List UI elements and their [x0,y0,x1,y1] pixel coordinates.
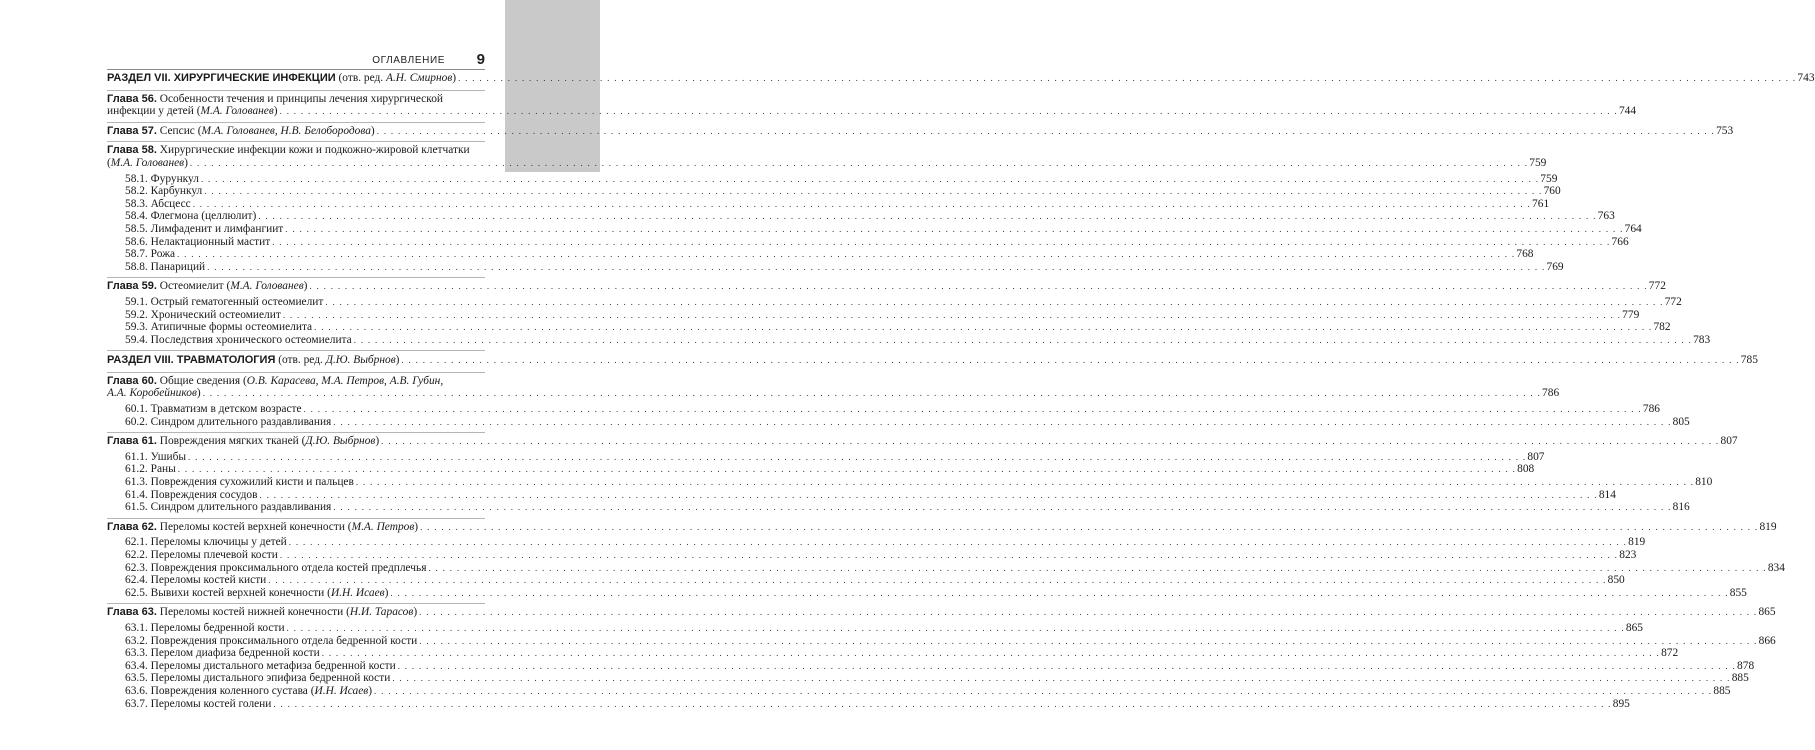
subsection-text: ) [368,684,373,697]
leader-dots [272,236,1610,249]
leader-dots [304,403,1642,416]
chapter-59-entry[interactable]: Глава 59. Остеомиелит (М.А. Голованев) . . . 772 [107,280,485,293]
leader-dots [283,309,1621,322]
chapter-label: Глава 61. [107,435,157,448]
chapter-58-block [107,141,1642,273]
chapter-authors: М.А. Голованев [200,105,274,118]
section-7-block [107,71,1815,86]
leader-dots [381,435,1719,448]
subsection-text: 58.3. [125,197,148,210]
leader-dots [273,698,1611,711]
page-ref: 782 [1653,321,1671,334]
subsection-text: Вывихи костей верхней конечности [150,586,325,599]
subsection-text: 59.4. [125,333,148,346]
leader-dots [259,489,1597,502]
subsection-text: Панариций [150,260,206,273]
chapter-authors: М.А. Петров [351,520,415,533]
subsection-entry[interactable] [107,684,1731,698]
page-ref: 779 [1622,308,1640,321]
subsection-text: 61.5. [125,501,148,514]
subsection-text: 58.6. [125,235,148,248]
subsection-text: 63.2. [125,634,148,647]
subsection-text: 61.2. [125,463,148,476]
subsection-text: Хронический остеомиелит [150,308,281,321]
chapter-62-entry[interactable]: Глава 62. Переломы костей верхней конечности (М.А. Петров) . . . 819 [107,521,485,534]
subsection-text: Повреждения проксимального отдела костей предплечья [150,561,427,574]
subsection-text: Последствия хронического остеомиелита [150,333,352,346]
subsection-text: 63.5. [125,672,148,685]
chapter-authors: Н.И. Тарасов [349,606,414,619]
subsection-text: 58.5. [125,222,148,235]
subsection-text: 58.1. [125,172,148,185]
leader-dots [177,248,1515,261]
chapter-authors: А.А. Коробейников [107,387,197,400]
subsection-text: 62.2. [125,549,148,561]
subsection-entry[interactable] [107,586,1747,600]
leader-dots [333,501,1671,514]
subsection-text: ( [307,684,315,697]
page-edge-tab [505,0,600,172]
running-header [0,52,485,68]
page-ref: 823 [1619,549,1637,561]
running-header-title: ОГЛАВЛЕНИЕ [372,55,445,66]
subsection-text: 61.3. [125,476,148,489]
chapter-57-entry[interactable]: Глава 57. Сепсис (М.А. Голованев, Н.В. Белобородова) . . . 753 [107,125,485,138]
page-ref: 772 [1648,280,1666,293]
page-ref: 772 [1664,295,1682,308]
chapter-63-block [107,603,1776,710]
subsection-entry[interactable] [107,501,1690,514]
leader-dots [401,354,1739,367]
subsection-text: Карбункул [150,185,203,198]
chapter-label: Глава 56. [107,92,157,105]
subsection-entry[interactable] [107,197,1550,211]
chapter-56-entry[interactable]: инфекции у детей (М.А. Голованев) . . . 744 [107,105,485,118]
leader-dots [390,587,1728,600]
subsection-entry[interactable] [107,634,1776,648]
subsection-entry[interactable] [107,672,1749,685]
leader-dots [428,562,1766,575]
subsection-text: 59.3. [125,321,148,334]
leader-dots [419,635,1757,648]
section-editor: А.Н. Смирнов [385,72,453,84]
subsection-text: Лимфаденит и лимфангиит [150,222,284,235]
subsection-text: 60.2. [125,415,148,428]
leader-dots [287,622,1625,635]
chapter-label: Глава 60. [107,374,157,387]
subsection-text: 61.1. [125,450,148,463]
subsection-text: Повреждения сухожилий кисти и пальцев [150,476,354,489]
chapter-authors: Д.Ю. Выбрнов [305,435,376,448]
chapter-authors: М.А. Голованев [110,156,185,169]
subsection-text: Переломы плечевой кости [150,549,278,561]
subsection-text: Раны [150,463,176,476]
subsection-entry[interactable] [107,697,1630,711]
chapter-62-block [107,518,1785,600]
subsection-authors: И.Н. Исаев [314,684,369,697]
subsection-text: 62.5. [125,586,148,599]
page-ref: 850 [1607,574,1625,587]
subsection-authors: И.Н. Исаев [330,586,385,599]
page-ref: 834 [1767,561,1785,574]
leader-dots [420,521,1758,534]
subsection-text: Рожа [150,248,176,261]
subsection-entry[interactable] [107,333,1711,347]
subsection-text: 63.1. [125,621,148,634]
chapter-authors: О.В. Карасева, М.А. Петров, А.В. Губин, [246,374,444,387]
page-ref: 872 [1661,647,1679,660]
subsection-text: Острый гематогенный остеомиелит [150,295,324,308]
subsection-text: 60.1. [125,403,148,416]
page-ref: 878 [1737,659,1755,672]
leader-dots [193,198,1531,211]
chapter-60-entry[interactable]: А.А. Коробейников) . . . 786 [107,387,485,400]
leader-dots [392,672,1730,685]
chapter-label: Глава 58. [107,144,157,157]
subsection-entry[interactable] [107,222,1642,236]
table-of-contents [107,71,1815,710]
page-ref: 764 [1624,222,1642,235]
chapter-61-block [107,432,1738,514]
subsection-entry[interactable] [107,536,1646,549]
subsection-text: Абсцесс [150,197,191,210]
page-ref: 819 [1628,536,1646,549]
subsection-entry[interactable] [107,647,1679,660]
leader-dots [204,185,1542,198]
page-ref: 786 [1542,387,1560,400]
page-ref: 865 [1758,606,1776,619]
leader-dots [354,334,1692,347]
leader-dots [258,210,1596,223]
page-ref: 759 [1529,156,1547,169]
subsection-text: 59.1. [125,295,148,308]
subsection-text: 63.3. [125,647,148,660]
chapter-63-entry[interactable]: Глава 63. Переломы костей нижней конечности (Н.И. Тарасов) . . . 865 [107,606,485,619]
chapter-61-entry[interactable]: Глава 61. Повреждения мягких тканей (Д.Ю. Выбрнов) . . . 807 [107,435,485,448]
subsection-text: Атипичные формы остеомиелита [150,321,313,334]
subsection-entry[interactable] [107,172,1558,186]
subsection-text: Фурункул [150,172,199,185]
subsection-text: 58.4. [125,210,148,223]
subsection-text: Травматизм в детском возрасте [150,403,302,416]
chapter-60-block [107,372,1690,428]
chapter-58-entry[interactable]: (М.А. Голованев) . . . 759 [107,157,485,170]
chapter-58-title-line[interactable]: Глава 58. Хирургические инфекции кожи и подкожно-жировой клетчатки [107,144,470,157]
chapter-60-title-line[interactable]: Глава 60. Общие сведения (О.В. Карасева, М.А. Петров, А.В. Губин, [107,374,444,387]
subsection-text: 61.4. [125,488,148,501]
subsection-text: Повреждения коленного сустава [150,684,308,697]
subsection-entry[interactable] [107,321,1671,334]
leader-dots [190,157,1528,170]
subsection-text: 62.3. [125,561,148,574]
subsection-text: Повреждения сосудов [150,488,258,501]
subsection-entry[interactable] [107,450,1545,464]
subsection-entry[interactable] [107,235,1629,249]
leader-dots [203,387,1541,400]
subsection-text: Переломы костей кисти [150,574,267,587]
chapter-56-title-line[interactable]: Глава 56. Особенности течения и принципы лечения хирургической [107,92,443,105]
subsection-entry[interactable] [107,403,1660,416]
subsection-text: 63.6. [125,684,148,697]
leader-dots [280,105,1618,118]
page-ref: 805 [1672,415,1690,428]
page-ref: 759 [1540,172,1558,185]
subsection-entry[interactable] [107,621,1643,635]
page-ref: 807 [1527,450,1545,463]
page-ref: 816 [1672,501,1690,514]
page-ref: 744 [1618,105,1637,118]
subsection-text: Флегмона (целлюлит) [150,210,257,223]
section-editor: Д.Ю. Выбрнов [325,354,396,367]
subsection-entry[interactable] [107,308,1640,322]
subsection-entry[interactable] [107,463,1535,476]
section-7-heading[interactable]: РАЗДЕЛ VII. ХИРУРГИЧЕСКИЕ ИНФЕКЦИИ (отв. ред. А.Н. Смирнов) . . . 743 [107,71,485,86]
subsection-entry[interactable] [107,185,1561,198]
subsection-text: Переломы костей голени [150,697,272,710]
page-ref: 760 [1543,185,1561,198]
subsection-text: 63.4. [125,659,148,672]
page-ref: 865 [1625,621,1643,634]
page-ref: 866 [1758,634,1776,647]
page-ref: 761 [1532,197,1550,210]
chapter-label: Глава 63. [107,606,157,619]
leader-dots [374,685,1712,698]
leader-dots [398,660,1736,673]
subsection-text: 63.7. [125,697,148,710]
subsection-text: Переломы дистального эпифиза бедренной кости [150,672,391,685]
subsection-entry[interactable] [107,476,1713,489]
subsection-text: Переломы ключицы у детей [150,536,287,549]
page-ref: 743 [1797,72,1815,84]
page-ref: 786 [1642,403,1660,416]
subsection-text: 62.4. [125,574,148,587]
page-ref: 814 [1598,488,1616,501]
subsection-text: Ушибы [150,450,187,463]
chapter-59-block [107,277,1711,346]
section-title: РАЗДЕЛ VII. ХИРУРГИЧЕСКИЕ ИНФЕКЦИИ [107,72,336,84]
page-ref: 768 [1516,248,1534,261]
subsection-text: Синдром длительного раздавливания [150,501,332,514]
page-ref: 885 [1713,684,1731,697]
page-ref: 753 [1716,124,1734,137]
subsection-entry[interactable] [107,260,1564,274]
subsection-entry[interactable] [107,549,1637,562]
page-ref: 763 [1597,210,1615,223]
leader-dots [201,173,1539,186]
page-ref: 855 [1729,586,1747,599]
subsection-text: Переломы бедренной кости [150,621,285,634]
leader-dots [325,296,1663,309]
chapter-label: Глава 57. [107,124,157,137]
chapter-authors: М.А. Голованев, Н.В. Белобородова [201,124,371,137]
leader-dots [285,223,1623,236]
subsection-entry[interactable] [107,248,1534,261]
leader-dots [419,606,1757,619]
leader-dots [188,451,1526,464]
subsection-entry[interactable] [107,210,1615,223]
subsection-entry[interactable] [107,415,1690,429]
subsection-entry[interactable] [107,488,1616,502]
page-ref: 785 [1740,354,1758,367]
section-8-block [107,350,1758,368]
subsection-entry[interactable] [107,561,1785,575]
subsection-text: 58.7. [125,248,148,261]
leader-dots [322,647,1660,660]
page-ref: 807 [1720,435,1738,448]
page-ref: 808 [1517,463,1535,476]
chapter-label: Глава 62. [107,520,157,533]
subsection-entry[interactable] [107,574,1625,587]
subsection-text: Переломы дистального метафиза бедренной кости [150,659,396,672]
chapter-56-block [107,90,1637,118]
leader-dots [280,549,1618,562]
subsection-text: Синдром длительного раздавливания [150,415,332,428]
page-ref: 810 [1695,476,1713,489]
page-ref: 783 [1693,333,1711,346]
subsection-text: 58.8. [125,260,148,273]
leader-dots [268,574,1606,587]
leader-dots [356,476,1694,489]
leader-dots [309,280,1647,293]
subsection-text: Перелом диафиза бедренной кости [150,647,320,660]
page-ref: 895 [1612,697,1630,710]
leader-dots [178,463,1516,476]
chapter-authors: М.А. Голованев [230,280,304,293]
header-rule [107,69,485,70]
leader-dots [377,125,1715,138]
section-8-heading[interactable]: РАЗДЕЛ VIII. ТРАВМАТОЛОГИЯ (отв. ред. Д.Ю. Выбрнов) . . . 785 [107,353,485,368]
leader-dots [207,261,1545,274]
leader-dots [458,72,1796,85]
subsection-entry[interactable] [107,659,1755,673]
subsection-text: Нелактационный мастит [150,235,271,248]
section-title: РАЗДЕЛ VIII. ТРАВМАТОЛОГИЯ [107,354,276,367]
leader-dots [289,536,1627,549]
page-number: 9 [476,51,485,68]
leader-dots [333,416,1671,429]
subsection-text: 59.2. [125,308,148,321]
subsection-entry[interactable] [107,295,1682,309]
subsection-text: ) [384,586,389,599]
leader-dots [314,321,1652,334]
chapter-label: Глава 59. [107,280,157,293]
subsection-text: 58.2. [125,185,148,198]
subsection-text: 62.1. [125,536,148,549]
subsection-text: Повреждения проксимального отдела бедренной кости [150,634,418,647]
page-ref: 819 [1759,520,1777,533]
subsection-text: ( [324,586,331,599]
page-ref: 766 [1611,235,1629,248]
page-ref: 885 [1731,672,1749,685]
page-ref: 769 [1546,260,1564,273]
chapter-57-block [107,122,1734,138]
